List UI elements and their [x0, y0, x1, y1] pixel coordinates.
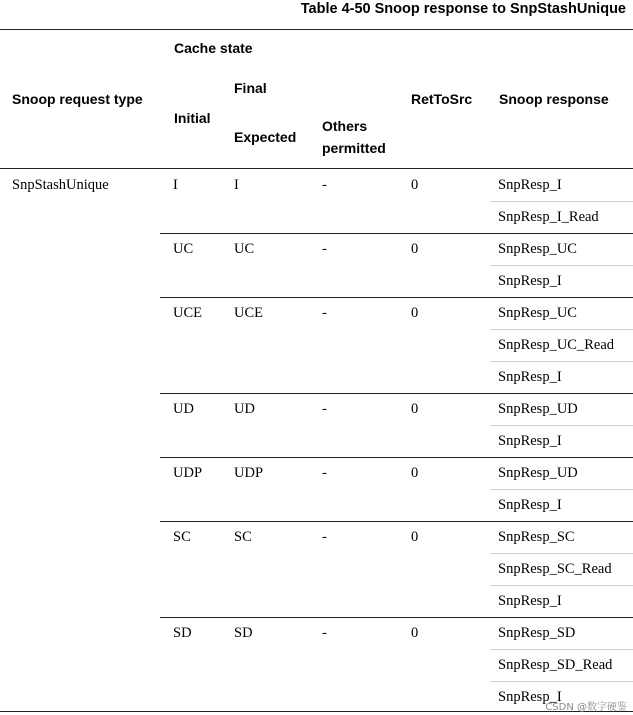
- watermark: CSDN @数字硬鉴: [545, 702, 627, 713]
- expected-state-cell: UDP: [234, 465, 264, 481]
- snoop-response-cell: SnpResp_I: [498, 497, 562, 513]
- initial-state-cell: UCE: [173, 305, 202, 321]
- snoop-response-cell: SnpResp_SC: [498, 529, 575, 545]
- initial-state-cell: SD: [173, 625, 192, 641]
- snoop-response-cell: SnpResp_UD: [498, 465, 578, 481]
- header-initial: Initial: [174, 110, 211, 126]
- group-row-divider: [160, 297, 633, 298]
- header-others-line1: Others: [322, 118, 368, 134]
- response-row-divider: [490, 681, 633, 682]
- others-permitted-cell: -: [322, 465, 327, 481]
- ret-to-src-cell: 0: [411, 625, 419, 641]
- snoop-response-cell: SnpResp_I: [498, 273, 562, 289]
- table-bottom-border: [0, 711, 633, 712]
- response-row-divider: [490, 585, 633, 586]
- others-permitted-cell: -: [322, 305, 327, 321]
- header-snoop-response: Snoop response: [499, 91, 609, 107]
- others-permitted-cell: -: [322, 529, 327, 545]
- response-row-divider: [490, 489, 633, 490]
- ret-to-src-cell: 0: [411, 401, 419, 417]
- group-row-divider: [160, 521, 633, 522]
- table-top-border: [0, 29, 633, 30]
- response-row-divider: [490, 649, 633, 650]
- snoop-response-cell: SnpResp_UD: [498, 401, 578, 417]
- snoop-response-cell: SnpResp_I: [498, 177, 562, 193]
- ret-to-src-cell: 0: [411, 177, 419, 193]
- response-row-divider: [490, 361, 633, 362]
- expected-state-cell: UD: [234, 401, 255, 417]
- group-row-divider: [160, 617, 633, 618]
- snoop-response-cell: SnpResp_UC: [498, 241, 577, 257]
- expected-state-cell: SD: [234, 625, 253, 641]
- snoop-response-cell: SnpResp_SD: [498, 625, 576, 641]
- ret-to-src-cell: 0: [411, 241, 419, 257]
- response-row-divider: [490, 425, 633, 426]
- snoop-response-cell: SnpResp_I: [498, 369, 562, 385]
- snoop-response-cell: SnpResp_SC_Read: [498, 561, 612, 577]
- header-cache-state: Cache state: [174, 40, 253, 56]
- response-row-divider: [490, 201, 633, 202]
- snoop-response-cell: SnpResp_UC_Read: [498, 337, 614, 353]
- snoop-response-cell: SnpResp_I_Read: [498, 209, 599, 225]
- initial-state-cell: UDP: [173, 465, 203, 481]
- others-permitted-cell: -: [322, 177, 327, 193]
- expected-state-cell: SC: [234, 529, 252, 545]
- expected-state-cell: I: [234, 177, 239, 193]
- table-caption: Table 4-50 Snoop response to SnpStashUnique: [300, 1, 626, 17]
- ret-to-src-cell: 0: [411, 465, 419, 481]
- header-others-line2: permitted: [322, 140, 386, 156]
- initial-state-cell: SC: [173, 529, 191, 545]
- initial-state-cell: UD: [173, 401, 194, 417]
- header-ret-to-src: RetToSrc: [411, 91, 473, 107]
- others-permitted-cell: -: [322, 241, 327, 257]
- ret-to-src-cell: 0: [411, 305, 419, 321]
- snoop-response-cell: SnpResp_SD_Read: [498, 657, 613, 673]
- snoop-response-cell: SnpResp_I: [498, 433, 562, 449]
- expected-state-cell: UC: [234, 241, 255, 257]
- header-others-permitted: [322, 115, 386, 159]
- initial-state-cell: I: [173, 177, 178, 193]
- others-permitted-cell: -: [322, 625, 327, 641]
- response-row-divider: [490, 329, 633, 330]
- header-bottom-border: [0, 168, 633, 169]
- request-type-cell: SnpStashUnique: [12, 177, 109, 193]
- expected-state-cell: UCE: [234, 305, 263, 321]
- header-expected: Expected: [234, 129, 297, 145]
- response-row-divider: [490, 265, 633, 266]
- snoop-response-cell: SnpResp_UC: [498, 305, 577, 321]
- group-row-divider: [160, 393, 633, 394]
- group-row-divider: [160, 457, 633, 458]
- group-row-divider: [160, 233, 633, 234]
- response-row-divider: [490, 553, 633, 554]
- initial-state-cell: UC: [173, 241, 194, 257]
- header-snoop-request-type: Snoop request type: [12, 91, 143, 107]
- header-final: Final: [234, 80, 267, 96]
- others-permitted-cell: -: [322, 401, 327, 417]
- snoop-response-cell: SnpResp_I: [498, 593, 562, 609]
- snoop-response-cell: SnpResp_I: [498, 689, 562, 705]
- ret-to-src-cell: 0: [411, 529, 419, 545]
